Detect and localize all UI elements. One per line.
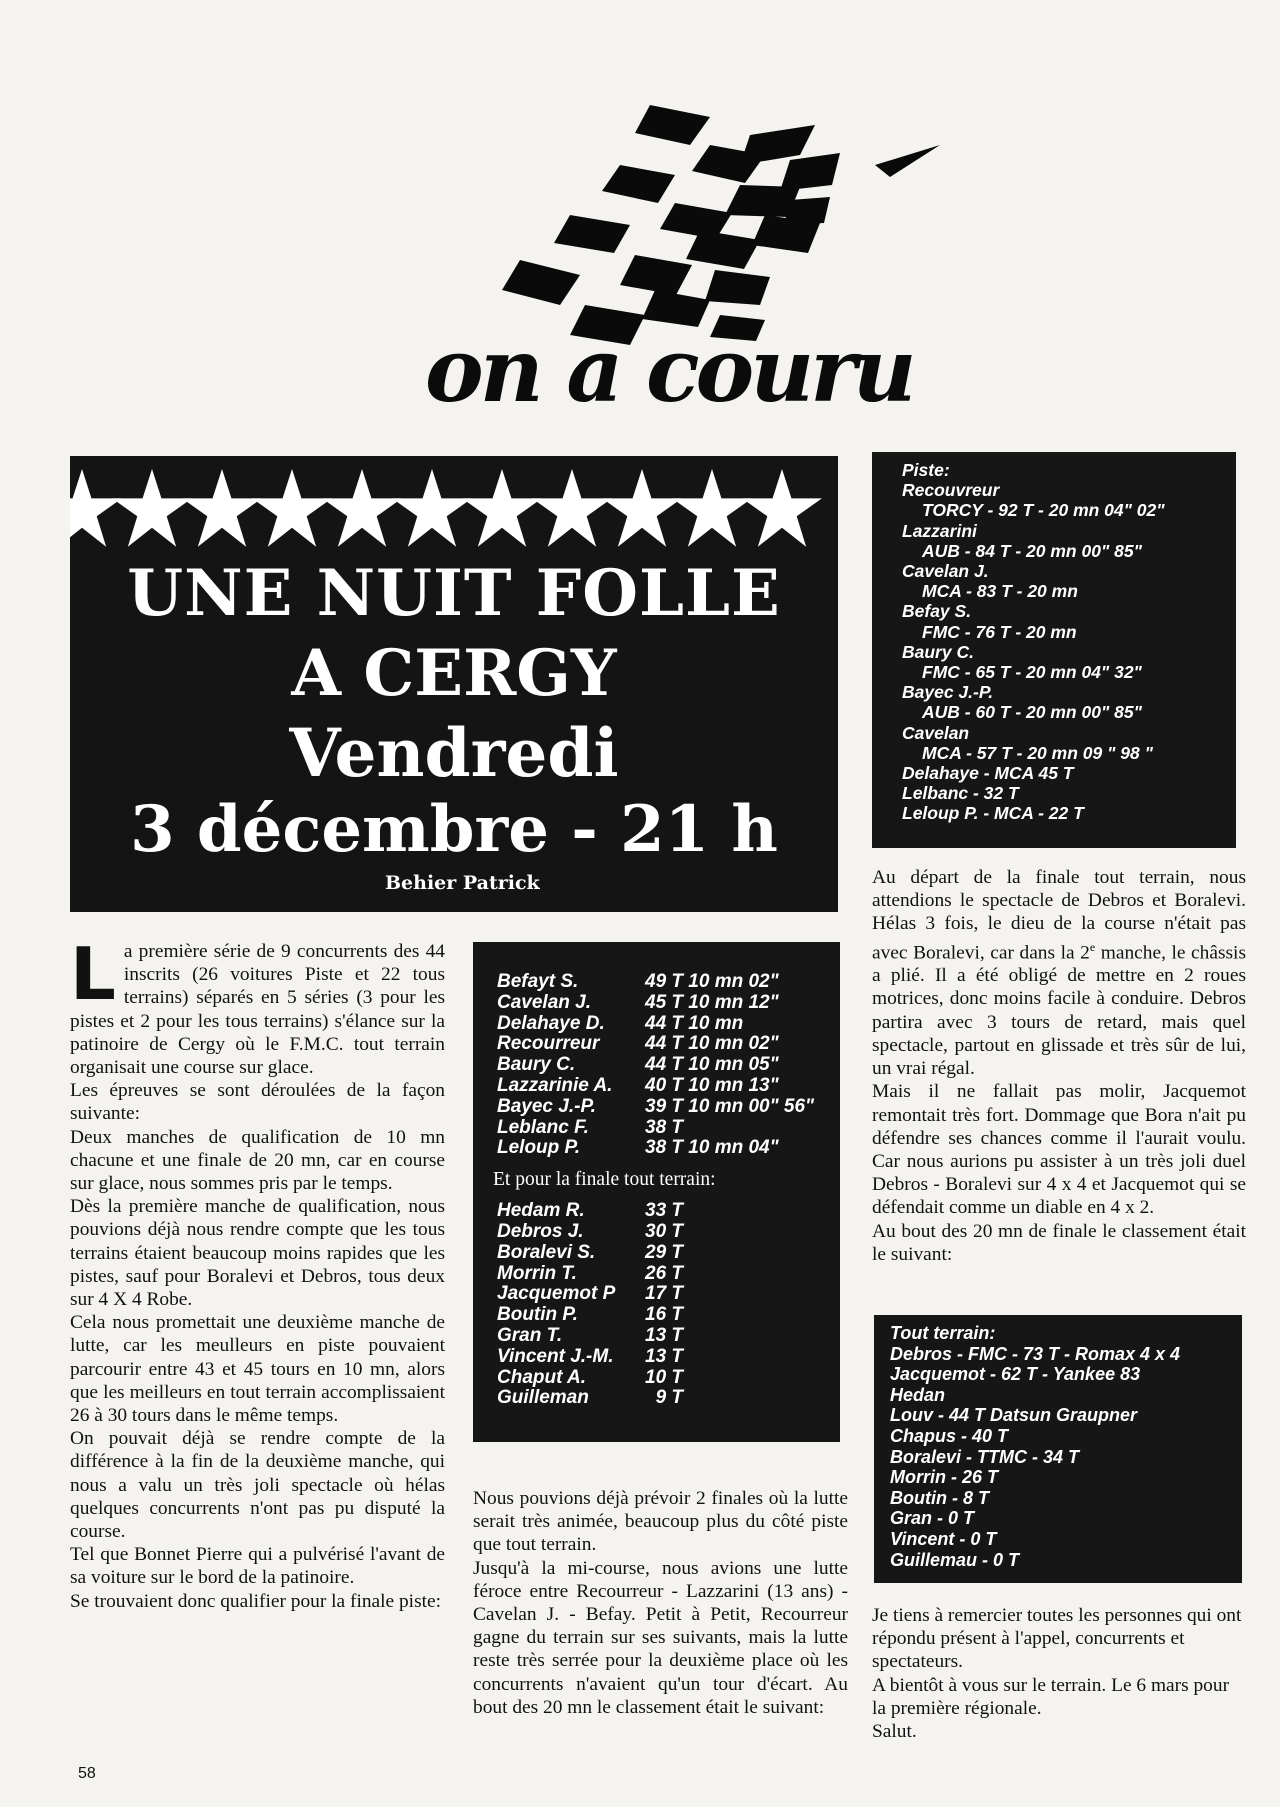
paragraph: Dès la première manche de qualification, nous pouvions déjà nous rendre compte que les tous terrains étaient beaucoup moins rapides que les pistes, sauf pour Boralevi et Debros, tous deux sur 4 X 4 Robe. — [70, 1196, 445, 1311]
paragraph: Se trouvaient donc qualifier pour la finale piste: — [70, 1590, 441, 1612]
result-line: Jacquemot - 62 T - Yankee 83 — [890, 1364, 1141, 1385]
result-line: Bayec J.-P. — [902, 682, 994, 703]
paragraph: Tel que Bonnet Pierre qui a pulvérisé l'avant de sa voiture sur le bord de la patinoire. — [70, 1544, 445, 1589]
tout-terrain-results-box — [874, 1315, 1242, 1583]
table-row — [497, 1076, 814, 1097]
result-line: MCA - 57 T - 20 mn 09 " 98 " — [922, 742, 1153, 763]
table-row — [497, 1034, 814, 1055]
table-row — [497, 1138, 814, 1159]
result-line: Leloup P. - MCA - 22 T — [902, 803, 1084, 824]
result-line: Morrin - 26 T — [890, 1467, 999, 1488]
result-line: AUB - 84 T - 20 mn 00" 85" — [922, 540, 1142, 561]
driver-name: Guilleman — [497, 1387, 589, 1409]
result-line: Recouvreur — [902, 480, 1000, 501]
driver-name: Morrin T. — [497, 1262, 577, 1284]
result-value: 16 T — [645, 1304, 684, 1326]
paragraph: Au bout des 20 mn de finale le classement était le suivant: — [872, 1220, 1246, 1265]
table-row — [497, 1243, 683, 1264]
result-line: Cavelan — [902, 722, 970, 743]
result-value: 9 T — [655, 1387, 684, 1409]
paragraph: a première série de 9 concurrents des 44 inscrits (26 voitures Piste et 22 tous terrains) séparés en 5 séries (3 pour les pistes et 2 pour les tous terrains) s'élance sur la patinoire de Cergy où le F.M.C. tout terrain organisait une course sur glace. — [70, 941, 445, 1079]
result-line: TORCY - 92 T - 20 mn 04" 02" — [922, 500, 1165, 521]
result-line: Befay S. — [902, 601, 972, 622]
result-value: 45 T 10 mn 12" — [645, 991, 779, 1013]
star-row — [70, 456, 838, 566]
result-value: 38 T — [645, 1116, 684, 1138]
driver-name: Debros J. — [497, 1220, 584, 1242]
table-row — [497, 1368, 683, 1389]
result-value: 26 T — [645, 1262, 684, 1284]
result-line: Boutin - 8 T — [890, 1487, 989, 1508]
result-value: 10 T — [645, 1366, 684, 1388]
driver-name: Jacquemot P — [497, 1283, 616, 1305]
result-line: Gran - 0 T — [890, 1508, 975, 1529]
piste-results-box — [872, 452, 1236, 848]
drop-cap: L — [70, 932, 116, 1016]
table-row — [497, 1326, 683, 1347]
driver-name: Lazzarinie A. — [497, 1074, 613, 1096]
result-line: Delahaye - MCA 45 T — [902, 763, 1074, 784]
table-row — [497, 1264, 683, 1285]
driver-name: Hedam R. — [497, 1200, 585, 1222]
result-line: AUB - 60 T - 20 mn 00" 85" — [922, 702, 1142, 723]
title-block — [70, 456, 838, 912]
result-line: Louv - 44 T Datsun Graupner — [890, 1405, 1138, 1426]
table-row — [497, 972, 814, 993]
driver-name: Delahaye D. — [497, 1012, 605, 1034]
result-value: 49 T 10 mn 02" — [645, 971, 779, 992]
result-line: Chapus - 40 T — [890, 1425, 1009, 1446]
table-row — [497, 1097, 814, 1118]
title-line-2: A CERGY — [291, 636, 617, 711]
paragraph-part: Au départ de la finale tout terrain, nous attendions le spectacle de Debros et Boralevi. Hélas 3 fois, le dieu de la course n'était pas avec Boralevi, car dans la 2 — [872, 867, 1246, 964]
result-line: Vincent - 0 T — [890, 1528, 997, 1549]
table-row — [497, 1014, 814, 1035]
qualification-table — [497, 972, 814, 1159]
result-value: 39 T 10 mn 00" 56" — [645, 1095, 815, 1117]
result-line: Debros - FMC - 73 T - Romax 4 x 4 — [890, 1343, 1181, 1364]
title-line-3: Vendredi — [289, 714, 619, 792]
page-number: 58 — [78, 1765, 96, 1782]
table-row — [497, 993, 814, 1014]
paragraph: On pouvait déjà se rendre compte de la différence à la fin de la deuxième manche, qui nous a valu un très joli spectacle où hélas quelques concurrents n'ont pas pu disputé la course. — [70, 1428, 445, 1543]
paragraph: Deux manches de qualification de 10 mn chacune et une finale de 20 mn, car en course sur glace, nous sommes pris par le temps. — [70, 1126, 445, 1195]
result-value: 30 T — [645, 1220, 684, 1242]
author-byline: Behier Patrick — [385, 872, 540, 894]
result-value: 44 T 10 mn 02" — [645, 1033, 779, 1055]
article-column-2 — [473, 1487, 848, 1719]
box-heading: Tout terrain: — [890, 1323, 996, 1343]
table-row — [497, 1388, 683, 1409]
paragraph: Cela nous promettait une deuxième manche de lutte, car les meulleurs en piste pouvaient parcourir entre 43 et 45 tours en 10 mn, alors que les meilleurs en tout terrain accomplissaient 26 à 30 tours dans le même temps. — [70, 1312, 445, 1427]
result-value: 44 T 10 mn — [645, 1012, 744, 1034]
result-line: MCA - 83 T - 20 mn — [922, 581, 1078, 602]
paragraph — [872, 866, 1246, 1080]
result-value: 13 T — [645, 1324, 684, 1346]
driver-name: Leloup P. — [497, 1137, 581, 1159]
result-line: FMC - 76 T - 20 mn — [922, 621, 1077, 642]
qualification-results-box — [473, 942, 840, 1442]
result-line: Hedan — [890, 1384, 946, 1405]
paragraph: Jusqu'à la mi-course, nous avions une lutte féroce entre Recourreur - Lazzarini (13 ans) - Cavelan J. - Befay. Petit à Petit, Recourreur gagne du terrain sur ses suivants, mais la lutte reste très serrée pour la deuxième place où les concurrents n'avaient qu'un tour d'écart. Au bout des 20 mn le classement était le suivant: — [473, 1557, 848, 1718]
table-row — [497, 1055, 814, 1076]
result-value: 29 T — [645, 1241, 684, 1263]
result-value: 13 T — [645, 1345, 684, 1367]
paragraph: Mais il ne fallait pas molir, Jacquemot remontait très fort. Dommage que Bora n'ait pu défendre ses chances comme il l'aurait voulu. Car nous aurions pu assister à un très joli duel Debros - Boralevi sur 4 x 4 et Jacquemot qui se défendait comme un diable en 4 x 2. — [872, 1081, 1246, 1219]
result-line: Lelbanc - 32 T — [902, 783, 1019, 804]
result-value: 40 T 10 mn 13" — [645, 1074, 779, 1096]
result-line: Boralevi - TTMC - 34 T — [890, 1446, 1080, 1467]
paragraph: Nous pouvions déjà prévoir 2 finales où la lutte serait très animée, beaucoup plus du côté piste que tout terrain. — [473, 1488, 848, 1556]
finale-tt-table — [497, 1201, 683, 1409]
superscript: e — [1089, 939, 1096, 954]
paragraph-part: manche, le châssis a plié. Il a été obligé de mettre en 2 roues motrices, donc moins facile à conduire. Debros partira avec 3 tours de retard, mais quel spectacle, partout en glissade et très sûr de lui, un vrai régal. — [872, 942, 1246, 1080]
driver-name: Chaput A. — [497, 1366, 587, 1388]
paragraph: Salut. — [872, 1721, 917, 1743]
logo-text: on a couru — [425, 318, 913, 422]
result-value: 17 T — [645, 1283, 684, 1305]
table-row — [497, 1201, 683, 1222]
table-row — [497, 1347, 683, 1368]
driver-name: Vincent J.-M. — [497, 1345, 614, 1367]
driver-name: Bayec J.-P. — [497, 1095, 596, 1117]
result-line: Guillemau - 0 T — [890, 1549, 1020, 1570]
article-column-3 — [872, 866, 1246, 1266]
result-value: 38 T 10 mn 04" — [645, 1137, 779, 1159]
result-value: 44 T 10 mn 05" — [645, 1054, 779, 1076]
result-line: Cavelan J. — [902, 561, 989, 582]
paragraph: Je tiens à remercier toutes les personnes qui ont répondu présent à l'appel, concurrents et spectateurs. — [872, 1605, 1242, 1673]
box-heading: Piste: — [902, 460, 950, 480]
title-line-1: UNE NUIT FOLLE — [127, 556, 781, 631]
result-line: FMC - 65 T - 20 mn 04" 32" — [922, 662, 1142, 683]
article-column-3-end — [872, 1604, 1246, 1743]
driver-name: Leblanc F. — [497, 1116, 589, 1138]
driver-name: Gran T. — [497, 1324, 563, 1346]
paragraph: Les épreuves se sont déroulées de la façon suivante: — [70, 1080, 445, 1125]
driver-name: Recourreur — [497, 1033, 600, 1055]
article-column-1 — [70, 932, 445, 1613]
result-line: Lazzarini — [902, 520, 977, 541]
driver-name: Boutin P. — [497, 1304, 578, 1326]
table-row — [497, 1118, 814, 1139]
result-line: Baury C. — [902, 641, 974, 662]
table-row — [497, 1305, 683, 1326]
finale-subheading: Et pour la finale tout terrain: — [493, 1169, 716, 1191]
driver-name: Baury C. — [497, 1054, 576, 1076]
title-line-4: 3 décembre - 21 h — [130, 792, 778, 867]
driver-name: Cavelan J. — [497, 991, 591, 1013]
driver-name: Befayt S. — [497, 971, 579, 992]
paragraph: A bientôt à vous sur le terrain. Le 6 mars pour la première régionale. — [872, 1674, 1230, 1719]
table-row — [497, 1222, 683, 1243]
table-row — [497, 1284, 683, 1305]
driver-name: Boralevi S. — [497, 1241, 596, 1263]
result-value: 33 T — [645, 1200, 684, 1222]
